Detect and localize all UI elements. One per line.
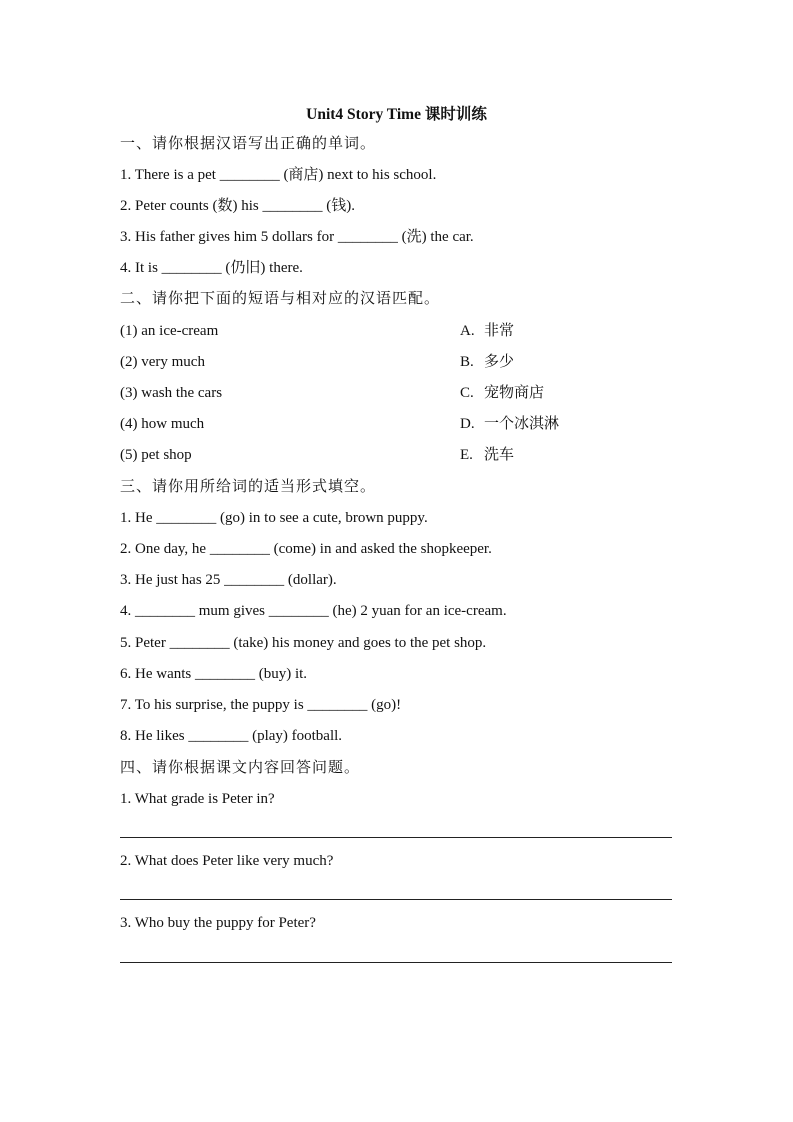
section-1-item: 4. It is ________ (仍旧) there. bbox=[120, 260, 303, 276]
section-3-item: 6. He wants ________ (buy) it. bbox=[120, 666, 308, 682]
match-option-text: 非常 bbox=[484, 323, 515, 339]
match-option-letter: B. bbox=[460, 354, 474, 370]
match-option-letter: D. bbox=[460, 416, 475, 432]
match-phrase: (5) pet shop bbox=[120, 447, 192, 463]
match-option bbox=[460, 384, 544, 402]
page-title: Unit4 Story Time 课时训练 bbox=[306, 106, 487, 123]
match-option-letter: C. bbox=[460, 385, 474, 401]
match-phrase: (3) wash the cars bbox=[120, 385, 223, 401]
answer-line[interactable] bbox=[120, 962, 672, 963]
answer-line[interactable] bbox=[120, 837, 672, 838]
section-2-heading: 二、请你把下面的短语与相对应的汉语匹配。 bbox=[120, 291, 441, 307]
match-option-text: 一个冰淇淋 bbox=[484, 416, 560, 432]
match-phrase: (1) an ice-cream bbox=[120, 323, 219, 339]
section-3-item: 3. He just has 25 ________ (dollar). bbox=[120, 572, 337, 588]
match-option-text: 宠物商店 bbox=[484, 385, 545, 401]
match-option-text: 多少 bbox=[484, 354, 515, 370]
section-3-item: 2. One day, he ________ (come) in and asked the shopkeeper. bbox=[120, 541, 492, 557]
question: 1. What grade is Peter in? bbox=[120, 791, 275, 807]
section-1-item: 2. Peter counts (数) his ________ (钱). bbox=[120, 198, 355, 214]
section-1-item: 3. His father gives him 5 dollars for ________ (洗) the car. bbox=[120, 229, 474, 245]
section-3-heading: 三、请你用所给词的适当形式填空。 bbox=[120, 479, 377, 495]
match-option bbox=[460, 322, 514, 340]
section-3-item: 1. He ________ (go) in to see a cute, brown puppy. bbox=[120, 510, 428, 526]
match-option-letter: E. bbox=[460, 447, 473, 463]
match-option-letter: A. bbox=[460, 323, 475, 339]
match-option bbox=[460, 353, 514, 371]
section-3-item: 5. Peter ________ (take) his money and goes to the pet shop. bbox=[120, 635, 487, 651]
match-option bbox=[460, 446, 514, 464]
match-option bbox=[460, 415, 559, 433]
match-phrase: (4) how much bbox=[120, 416, 205, 432]
question: 3. Who buy the puppy for Peter? bbox=[120, 915, 316, 931]
match-option-text: 洗车 bbox=[484, 447, 515, 463]
section-3-item: 8. He likes ________ (play) football. bbox=[120, 728, 343, 744]
answer-line[interactable] bbox=[120, 899, 672, 900]
match-phrase: (2) very much bbox=[120, 354, 205, 370]
section-1-item: 1. There is a pet ________ (商店) next to his school. bbox=[120, 167, 437, 183]
section-3-item: 7. To his surprise, the puppy is ________ (go)! bbox=[120, 697, 402, 713]
section-3-item: 4. ________ mum gives ________ (he) 2 yuan for an ice-cream. bbox=[120, 603, 507, 619]
section-4-heading: 四、请你根据课文内容回答问题。 bbox=[120, 760, 361, 776]
question: 2. What does Peter like very much? bbox=[120, 853, 334, 869]
section-1-heading: 一、请你根据汉语写出正确的单词。 bbox=[120, 136, 377, 152]
